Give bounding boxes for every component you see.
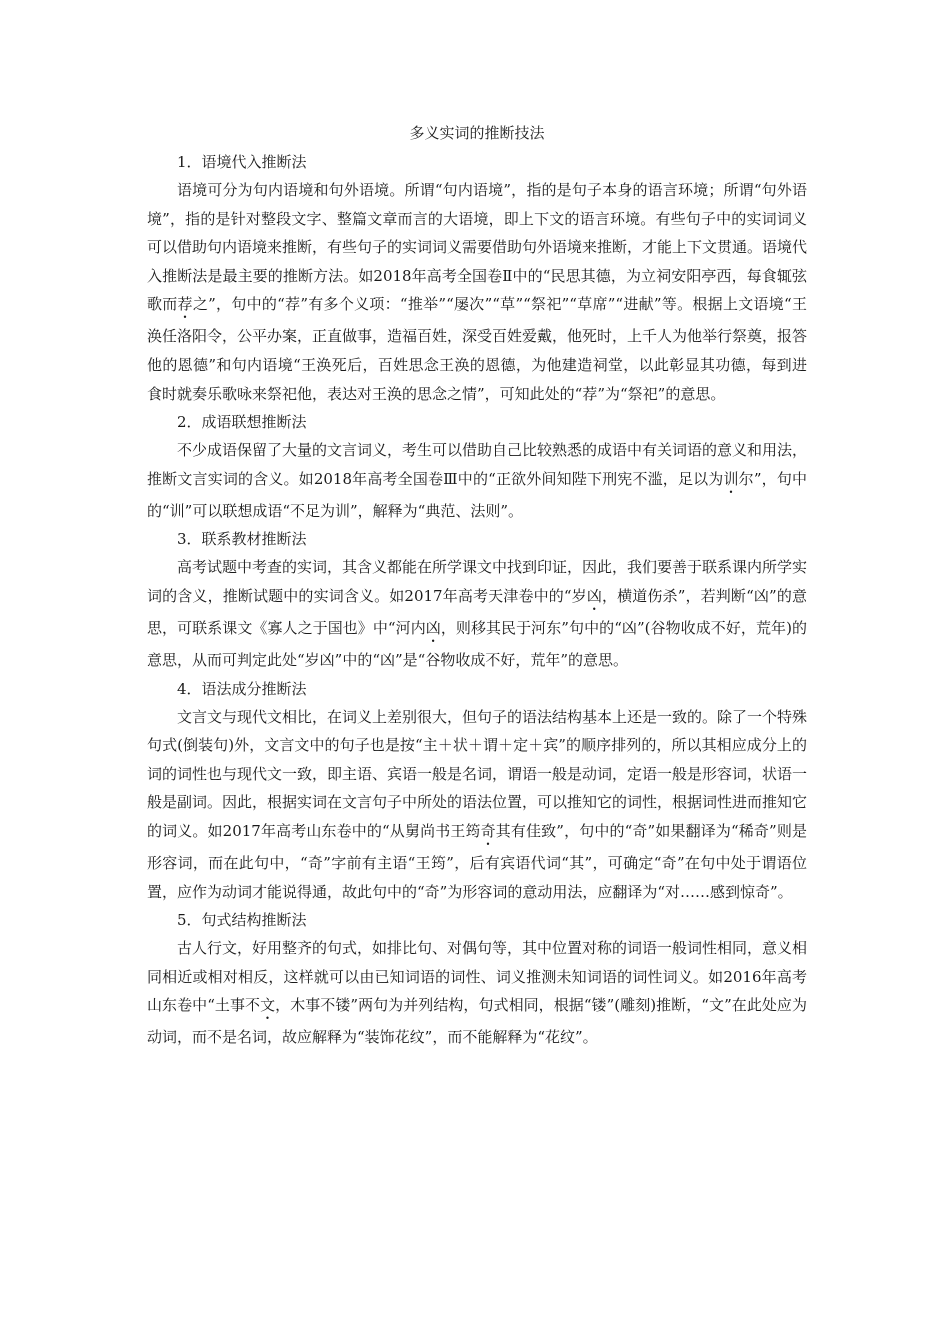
section <box>147 408 807 525</box>
text-run: 不少成语保留了大量的文言词义，考生可以借助自己比较熟悉的成语中有关词语的意义和用法，推断文言实词的含义。如2018年高考全国卷Ⅲ中的“正欲外间知陛下刑宪不滥，足以为 <box>147 441 808 488</box>
section-heading: 1．语境代入推断法 <box>177 153 307 171</box>
emphasized-word: 奇 <box>480 821 496 840</box>
text-run: 尔”，句中的“训”可以联想成语“不足为训”，解释为“典范、法则”。 <box>147 469 807 520</box>
section <box>147 906 807 1052</box>
paragraph <box>147 553 807 674</box>
paragraph <box>147 934 807 1052</box>
document-page <box>147 118 807 1052</box>
document-title: 多义实词的推断技法 <box>409 124 545 142</box>
section-heading: 4．语法成分推断法 <box>177 679 307 698</box>
section <box>147 525 807 674</box>
paragraph <box>147 176 807 408</box>
paragraph <box>147 703 807 907</box>
text-run: 高考试题中考查的实词，其含义都能在所学课文中找到印证，因此，我们要善于联系课内所学实词的含义，推断试题中的实词含义。如2017年高考天津卷中的“岁 <box>147 558 808 605</box>
text-run: ，横道伤杀”，若判断“凶”的意思，可联系课文《寡人之于国也》中“河内 <box>147 586 807 637</box>
emphasized-word: 文 <box>260 996 276 1015</box>
section-heading: 2．成语联想推断法 <box>177 413 307 432</box>
paragraph <box>147 436 807 525</box>
text-run: 其有佳致”，句中的“奇”如果翻译为“稀奇”则是形容词，而在此句中，“奇”字前有主语“王筠”，后有宾语代词“其”，可确定“奇”在句中处于谓语位置，应作为动词才能说得通，故此句中的“奇”为形容词的意动用法，应翻译为“对……感到惊奇”。 <box>147 821 807 901</box>
text-run: 之”，句中的“荐”有多个义项：“推举”“屡次”“草”“祭祀”“草席”“进献”等。根据上文语境“王涣任洛阳令，公平办案，正直做事，造福百姓，深受百姓爱戴，他死时，上千人为他举行祭奠，报答他的恩德”和句内语境“王涣死后，百姓思念王涣的恩德，为他建造祠堂，以此彰显其功德，每到进食时就奏乐歌咏来祭祀他，表达对王涣的思念之情”，可知此处的“荐”为“祭祀”的意思。 <box>147 295 808 403</box>
text-run: 古人行文，好用整齐的句式，如排比句、对偶句等，其中位置对称的词语一般词性相同，意义相同相近或相对相反，这样就可以由已知词语的词性、词义推测未知词语的词性词义。如2016年高考山东卷中“土事不 <box>147 939 808 1015</box>
emphasized-word: 凶 <box>586 586 602 605</box>
section <box>147 675 807 907</box>
text-run: ，则移其民于河东”句中的“凶”(谷物收成不好，荒年)的意思，从而可判定此处“岁凶”中的“凶”是“谷物收成不好，荒年”的意思。 <box>147 618 807 669</box>
text-run: 文言文与现代文相比，在词义上差别很大，但句子的语法结构基本上还是一致的。除了一个特殊句式(倒装句)外，文言文中的句子也是按“主＋状＋谓＋定＋宾”的顺序排列的，所以其相应成分上的词的词性也与现代文一致，即主语、宾语一般是名词，谓语一般是动词，定语一般是形容词，状语一般是副词。因此，根据实词在文言句子中所处的语法位置，可以推知它的词性，根据词性进而推知它的词义。如2017年高考山东卷中的“从舅尚书王筠 <box>147 707 808 840</box>
text-run: ，木事不镂”两句为并列结构，句式相同，根据“镂”(雕刻)推断，“文”在此处应为动词，而不是名词，故应解释为“装饰花纹”，而不能解释为“花纹”。 <box>147 996 807 1047</box>
section <box>147 148 807 408</box>
section-heading: 5．句式结构推断法 <box>177 911 307 930</box>
text-run: 语境可分为句内语境和句外语境。所谓“句内语境”，指的是句子本身的语言环境；所谓“句外语境”，指的是针对整段文字、整篇文章而言的大语境，即上下文的语言环境。有些句子中的实词词义可以借助句内语境来推断，有些句子的实词词义需要借助句外语境来推断，才能上下文贯通。语境代入推断法是最主要的推断方法。如2018年高考全国卷Ⅱ中的“民思其德，为立祠安阳亭西，每食辄弦歌而 <box>147 181 808 314</box>
section-heading: 3．联系教材推断法 <box>177 530 307 549</box>
emphasized-word: 荐 <box>177 295 193 314</box>
document-body <box>147 148 807 1052</box>
emphasized-word: 训 <box>723 469 739 488</box>
emphasized-word: 凶 <box>425 618 441 637</box>
